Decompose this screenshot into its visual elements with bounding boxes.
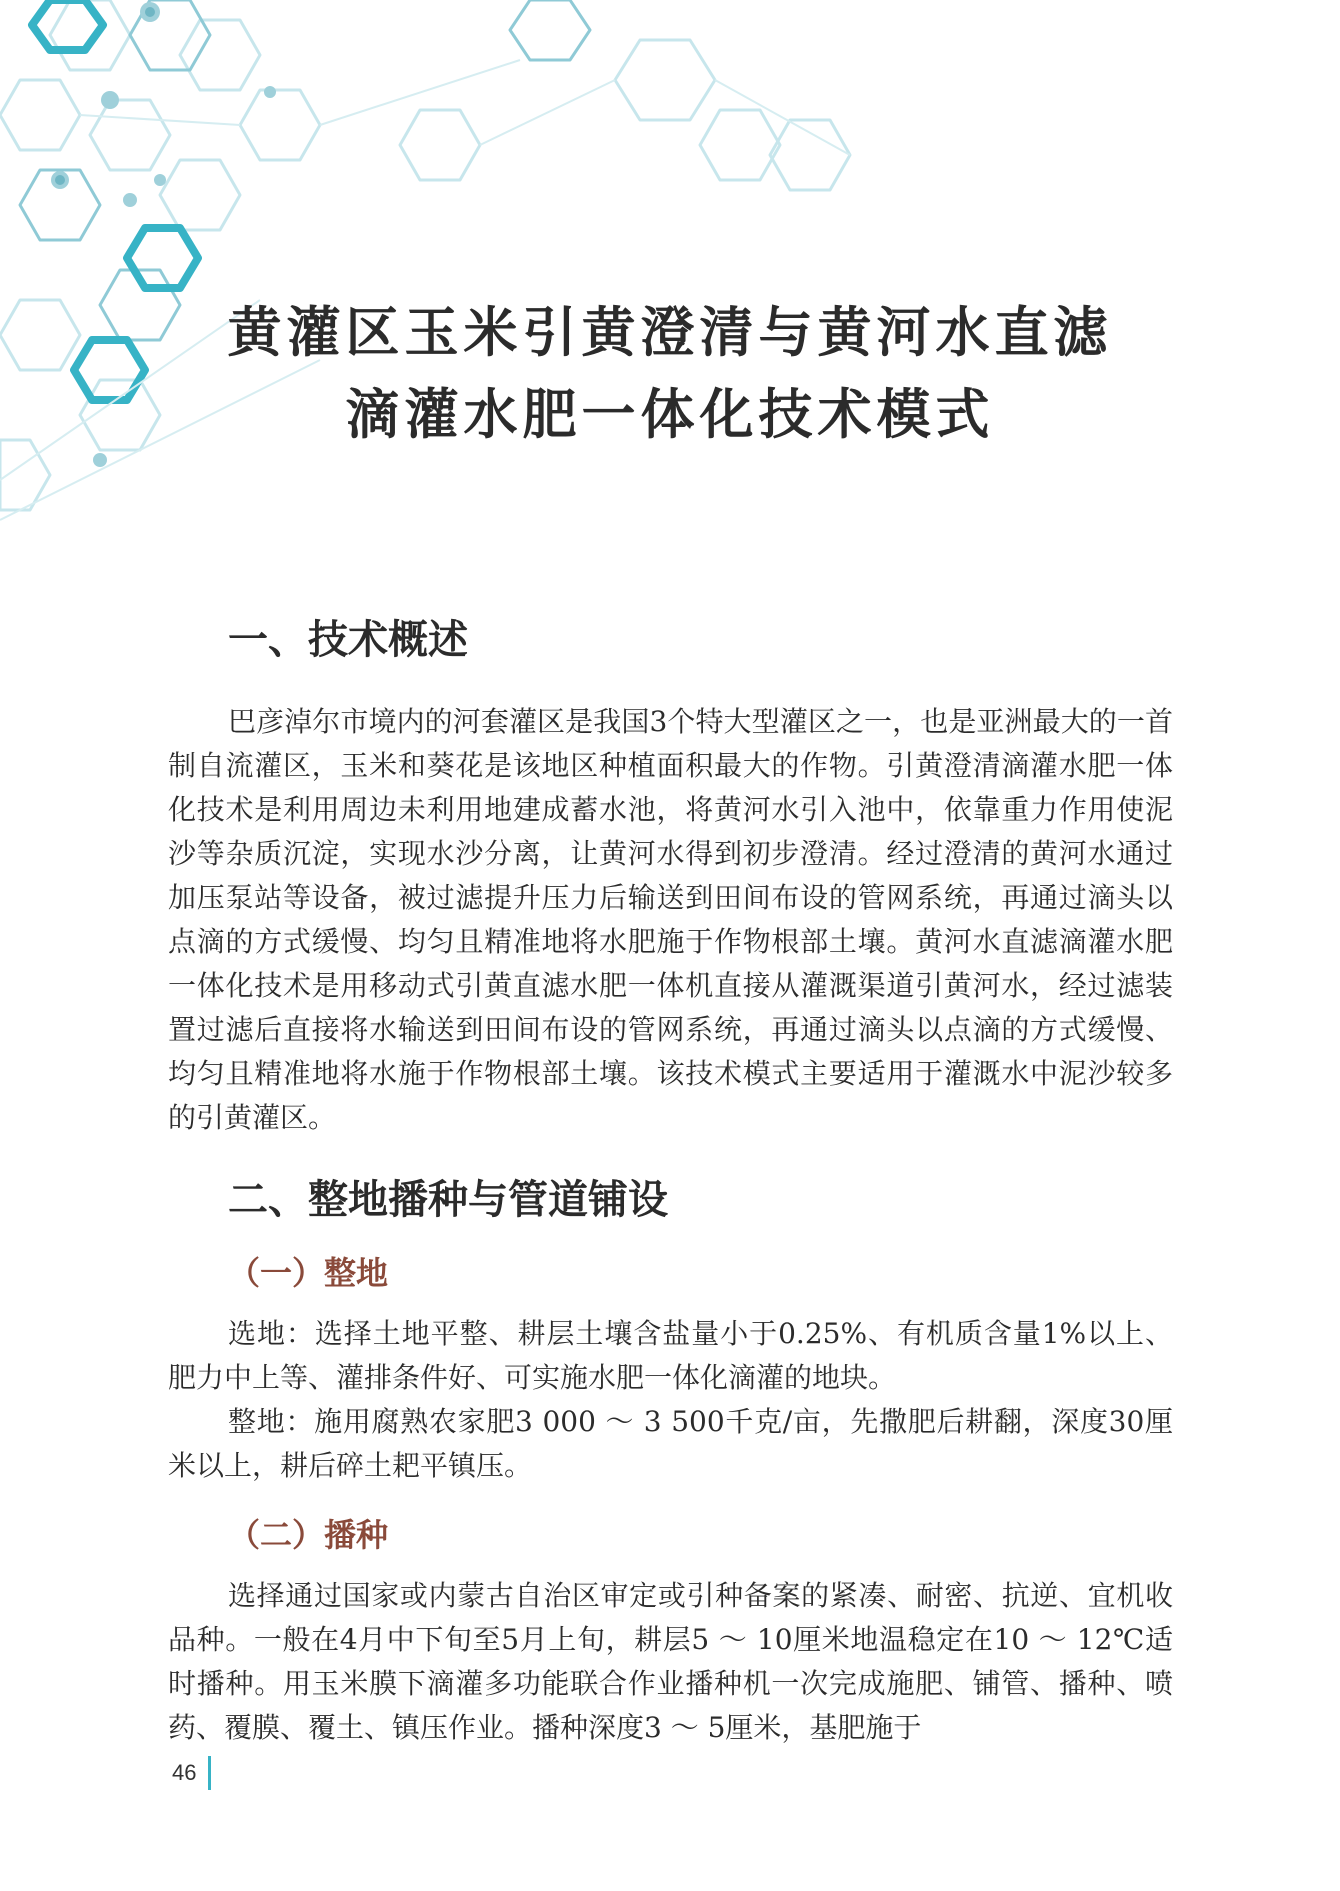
- document-title-line-2: 滴灌水肥一体化技术模式: [345, 382, 995, 446]
- hexagon-network-decoration: [0, 0, 1340, 560]
- document-title-line-1: 黄灌区玉米引黄澄清与黄河水直滤: [227, 300, 1113, 364]
- subsection-heading-land-prep: （一）整地: [228, 1254, 389, 1292]
- section-heading-land-prep: 二、整地播种与管道铺设: [228, 1177, 668, 1223]
- sowing-paragraph: 选择通过国家或内蒙古自治区审定或引种备案的紧凑、耐密、抗逆、宜机收品种。一般在4月中下旬至5月上旬，耕层5 ～ 10厘米地温稳定在10 ～ 12℃适时播种。用玉米膜下滴灌多功能联合作业播种机一次完成施肥、铺管、播种、喷药、覆膜、覆土、镇压作业。播种深度3 ～ 5厘米，基肥施于: [168, 1579, 1173, 1744]
- page-number-accent-bar: [208, 1756, 211, 1790]
- page-number: 46: [172, 1760, 197, 1785]
- land-preparation-paragraph: 整地：施用腐熟农家肥3 000 ～ 3 500千克/亩，先撒肥后耕翻，深度30厘米以上，耕后碎土耙平镇压。: [168, 1405, 1173, 1482]
- section-heading-overview: 一、技术概述: [228, 617, 468, 663]
- subsection-heading-sowing: （二）播种: [228, 1516, 389, 1554]
- site-selection-paragraph: 选地：选择土地平整、耕层土壤含盐量小于0.25%、有机质含量1%以上、肥力中上等、灌排条件好、可实施水肥一体化滴灌的地块。: [168, 1317, 1173, 1394]
- overview-paragraph: 巴彦淖尔市境内的河套灌区是我国3个特大型灌区之一，也是亚洲最大的一首制自流灌区，玉米和葵花是该地区种植面积最大的作物。引黄澄清滴灌水肥一体化技术是利用周边未利用地建成蓄水池，将黄河水引入池中，依靠重力作用使泥沙等杂质沉淀，实现水沙分离，让黄河水得到初步澄清。经过澄清的黄河水通过加压泵站等设备，被过滤提升压力后输送到田间布设的管网系统，再通过滴头以点滴的方式缓慢、均匀且精准地将水肥施于作物根部土壤。黄河水直滤滴灌水肥一体化技术是用移动式引黄直滤水肥一体机直接从灌溉渠道引黄河水，经过滤装置过滤后直接将水输送到田间布设的管网系统，再通过滴头以点滴的方式缓慢、均匀且精准地将水施于作物根部土壤。该技术模式主要适用于灌溉水中泥沙较多的引黄灌区。: [168, 705, 1173, 1134]
